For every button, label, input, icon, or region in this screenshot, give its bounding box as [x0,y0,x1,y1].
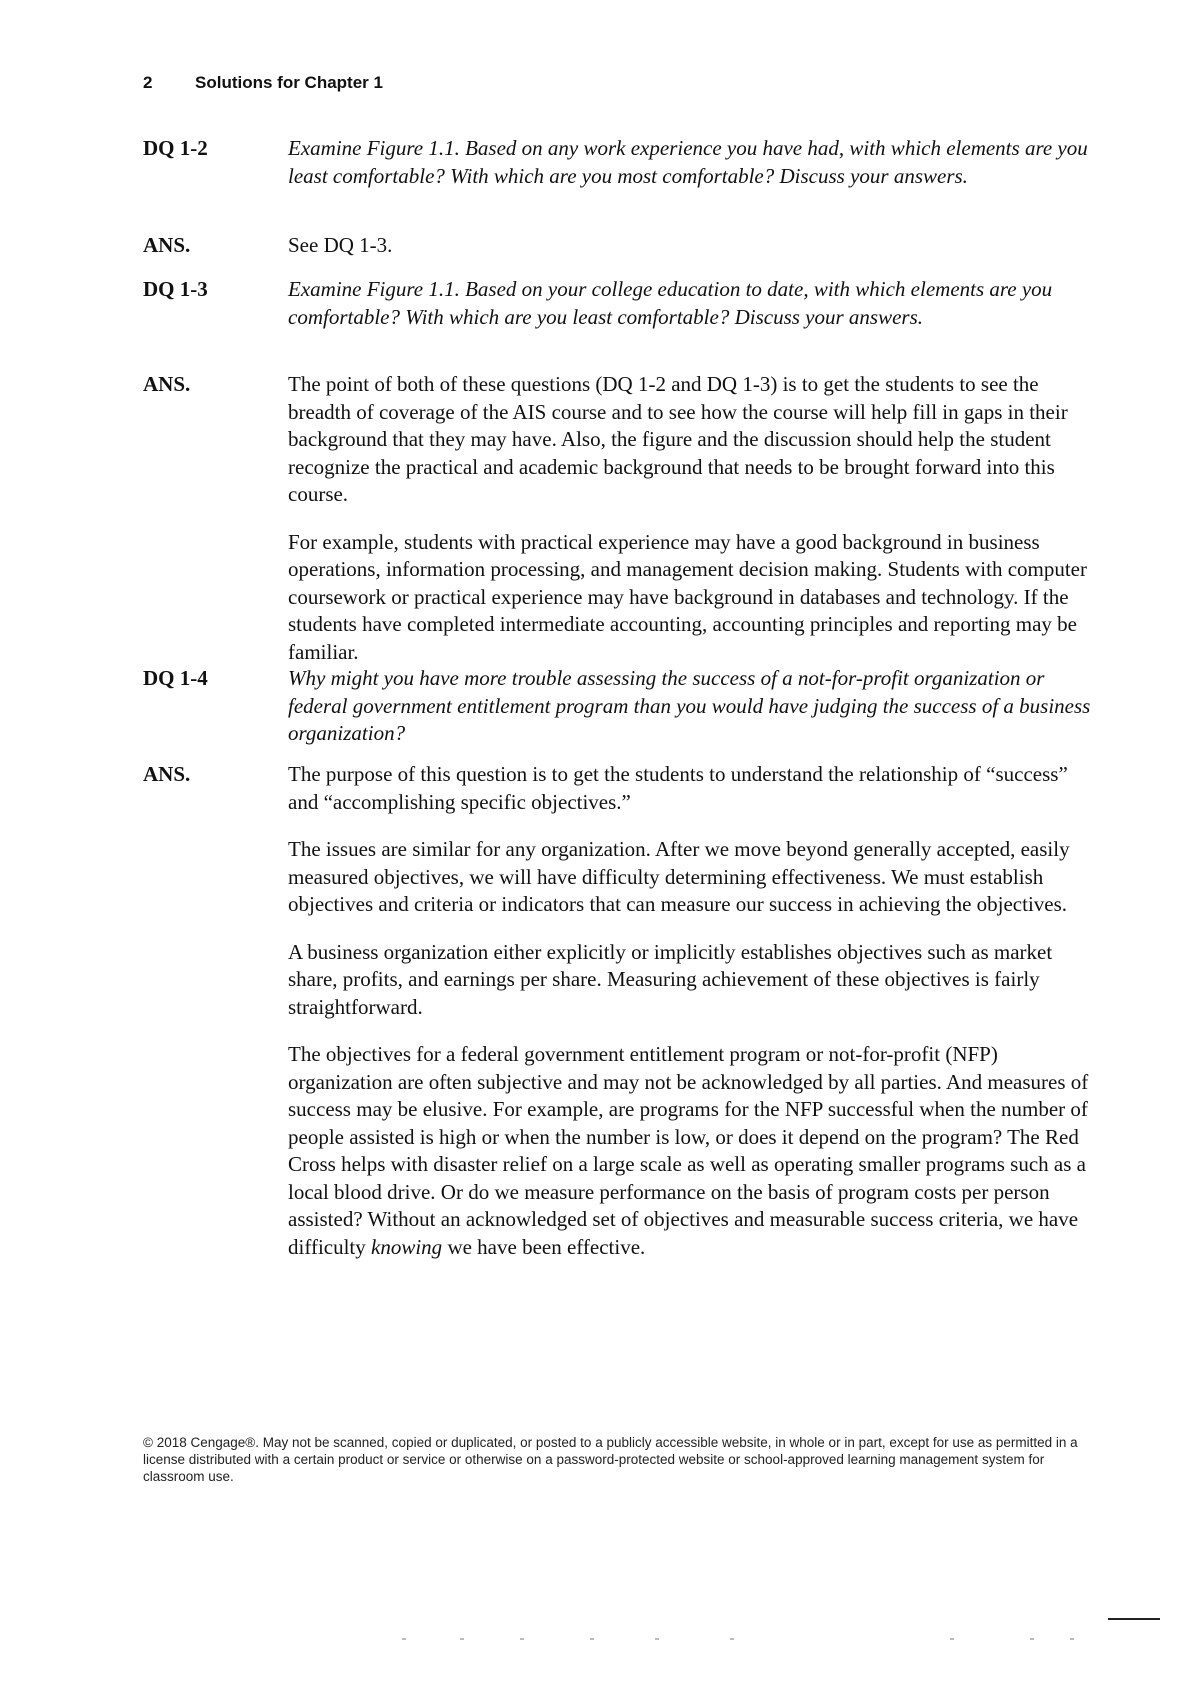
answer-paragraph: The point of both of these questions (DQ 1-2 and DQ 1-3) is to get the students to see the breadth of coverage of the AIS course and to see how the course will help fill in gaps in their background that they may have. Also, the figure and the discussion should help the student recognize the practical and academic background that needs to be brought forward into this course. [288,372,1068,506]
answer-paragraph: For example, students with practical experience may have a good background in business operations, information processing, and management decision making. Students with computer coursework or practical experience may have background in databases and technology. If the students have completed intermediate accounting, accounting principles and reporting may be familiar. [288,529,1087,664]
answer-dq-1-4 [143,761,1093,1261]
answer-paragraph: A business organization either explicitly or implicitly establishes objectives such as market share, profits, and earnings per share. Measuring achievement of these objectives is fairly straightforward. [288,939,1053,1019]
answer-text-before: The objectives for a federal government entitlement program or not-for-profit (NFP) organization are often subjective and may not be acknowledged by all parties. And measures of success may be elusive. For example, are programs for the NFP successful when the number of people assisted is high or when the number is low, or does it depend on the program? The Red Cross helps with disaster relief on a large scale as well as operating smaller programs such as a local blood drive. Or do we measure performance on the basis of program costs per person assisted? Without an acknowledged set of objectives and measurable success criteria, we have difficulty [288,1042,1089,1259]
question-dq-1-2 [143,135,1093,190]
emphasized-word: knowing [371,1234,443,1259]
page-header [143,73,383,93]
entry-label: DQ 1-2 [143,136,208,160]
answer-paragraph-last [288,1041,1093,1261]
entry-label: ANS. [143,372,191,396]
entry-label: DQ 1-3 [143,277,208,301]
question-text: Examine Figure 1.1. Based on your college education to date, with which elements are you comfortable? With which are you least comfortable? Discuss your answers. [288,277,1053,329]
question-dq-1-3 [143,276,1093,331]
copyright-footer: © 2018 Cengage®. May not be scanned, copied or duplicated, or posted to a publicly accessible website, in whole or in part, except for use as permitted in a license distributed with a certain product or service or otherwise on a password-protected website or school-approved learning management system for classroom use. [143,1435,1078,1484]
entry-label: DQ 1-4 [143,666,208,690]
chapter-title: Solutions for Chapter 1 [195,73,383,92]
entry-label: ANS. [143,233,191,257]
question-dq-1-4 [143,665,1093,748]
question-text: Why might you have more trouble assessing the success of a not-for-profit organization or federal government entitlement program than you would have judging the success of a business organization? [288,666,1091,745]
scan-artifact-marks [390,1630,1150,1644]
page-number: 2 [143,73,153,92]
entry-label: ANS. [143,762,191,786]
answer-paragraph: The purpose of this question is to get the students to understand the relationship of “success” and “accomplishing specific objectives.” [288,762,1068,814]
answer-dq-1-2 [143,232,1093,260]
logo-icon [1108,1618,1160,1634]
answer-text: See DQ 1-3. [288,233,393,257]
question-text: Examine Figure 1.1. Based on any work experience you have had, with which elements are you least comfortable? With which are you most comfortable? Discuss your answers. [288,136,1088,188]
answer-dq-1-3 [143,371,1093,666]
answer-text-after: we have been effective. [442,1234,646,1259]
answer-paragraph: The issues are similar for any organization. After we move beyond generally accepted, easily measured objectives, we will have difficulty determining effectiveness. We must establish objectives and criteria or indicators that can measure our success in achieving the objectives. [288,837,1070,916]
